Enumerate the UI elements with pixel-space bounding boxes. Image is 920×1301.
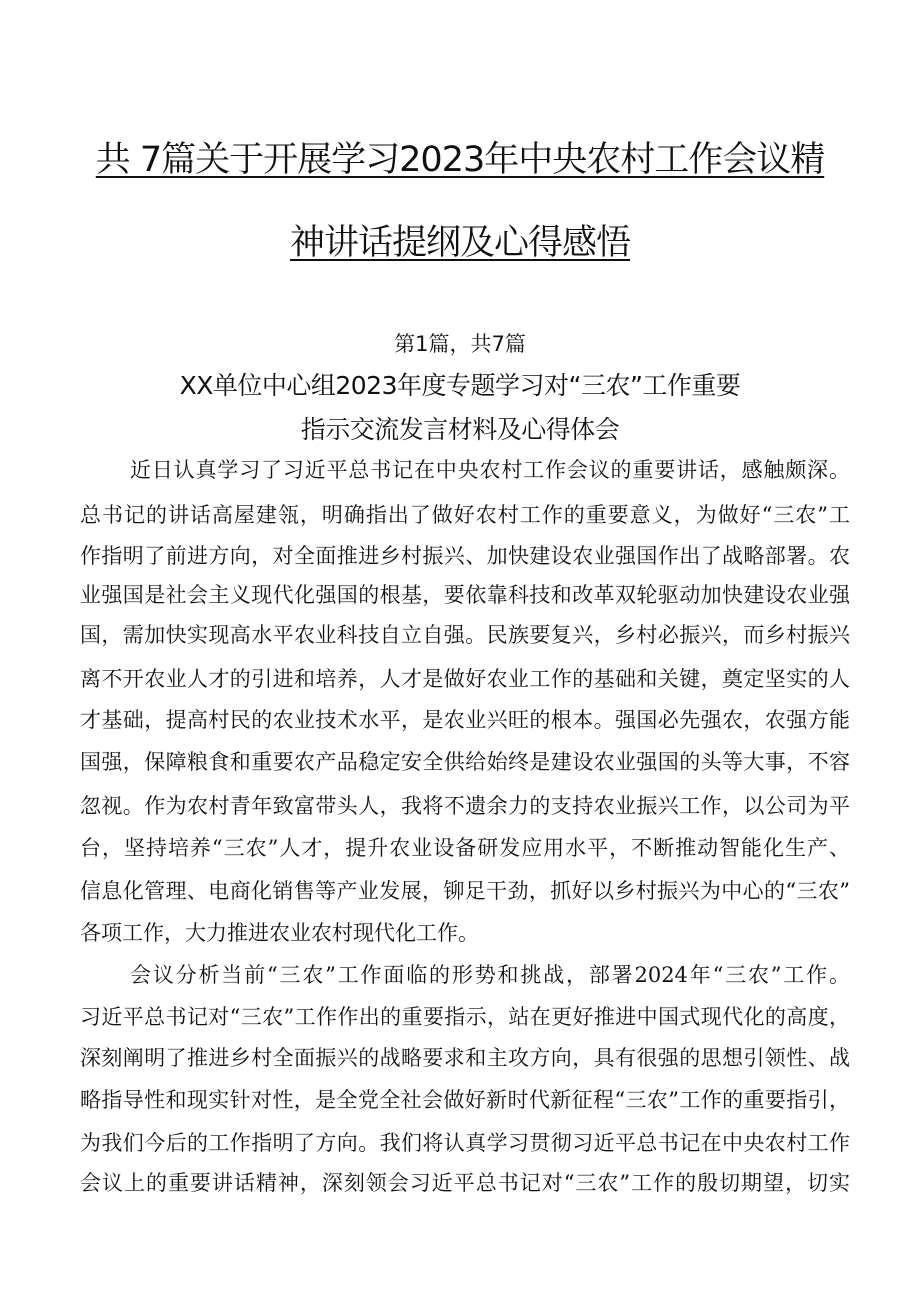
paragraph-1-line: 国，需加快实现高水平农业科技自立自强。民族要复兴，乡村必振兴，而乡村振兴	[80, 623, 850, 647]
paragraph-1-line: 离不开农业人才的引进和培养，人才是做好农业工作的基础和关键，奠定坚实的人	[80, 667, 850, 691]
document-title-line-1: 共 7篇关于开展学习2023年中央农村工作会议精	[95, 140, 825, 180]
paragraph-1-line: 作指明了前进方向，对全面推进乡村振兴、加快建设农业强国作出了战略部署。农	[80, 544, 850, 568]
article-title-line-1: XX单位中心组2023年度专题学习对“三农”工作重要	[179, 371, 741, 400]
paragraph-1-line: 信息化管理、电商化销售等产业发展，铆足干劲，抓好以乡村振兴为中心的“三农”	[80, 879, 850, 903]
paragraph-1-line: 忽视。作为农村青年致富带头人，我将不遗余力的支持农业振兴工作，以公司为平	[80, 794, 850, 818]
paragraph-1-line: 台，坚持培养“三农”人才，提升农业设备研发应用水平，不断推动智能化生产、	[80, 836, 850, 860]
paragraph-2-line: 习近平总书记对“三农”工作作出的重要指示，站在更好推进中国式现代化的高度，	[80, 1005, 850, 1029]
paragraph-2-line: 为我们今后的工作指明了方向。我们将认真学习贯彻习近平总书记在中央农村工作	[80, 1131, 850, 1155]
chapter-label: 第1篇，共7篇	[394, 332, 526, 356]
paragraph-1-line: 业强国是社会主义现代化强国的根基，要依靠科技和改革双轮驱动加快建设农业强	[80, 583, 850, 607]
paragraph-1-line: 各项工作，大力推进农业农村现代化工作。	[80, 921, 479, 945]
paragraph-2-line: 略指导性和现实针对性，是全党全社会做好新时代新征程“三农”工作的重要指引，	[80, 1088, 850, 1112]
paragraph-1-line: 才基础，提高村民的农业技术水平，是农业兴旺的根本。强国必先强农，农强方能	[80, 708, 850, 732]
document-title-line-2: 神讲话提纲及心得感悟	[289, 223, 630, 263]
paragraph-1-line: 近日认真学习了习近平总书记在中央农村工作会议的重要讲话，感触颇深。	[130, 458, 850, 482]
paragraph-2-line: 深刻阐明了推进乡村全面振兴的战略要求和主攻方向，具有很强的思想引领性、战	[80, 1046, 850, 1070]
paragraph-2-line: 会议上的重要讲话精神，深刻领会习近平总书记对“三农”工作的殷切期望，切实	[80, 1171, 850, 1195]
paragraph-2-line: 会议分析当前“三农”工作面临的形势和挑战，部署2024年“三农”工作。	[130, 963, 850, 987]
paragraph-1-line: 总书记的讲话高屋建瓴，明确指出了做好农村工作的重要意义，为做好“三农”工	[80, 503, 850, 527]
paragraph-1-line: 国强，保障粮食和重要农产品稳定安全供给始终是建设农业强国的头等大事，不容	[80, 750, 850, 774]
article-title-line-2: 指示交流发言材料及心得体会	[300, 415, 620, 444]
